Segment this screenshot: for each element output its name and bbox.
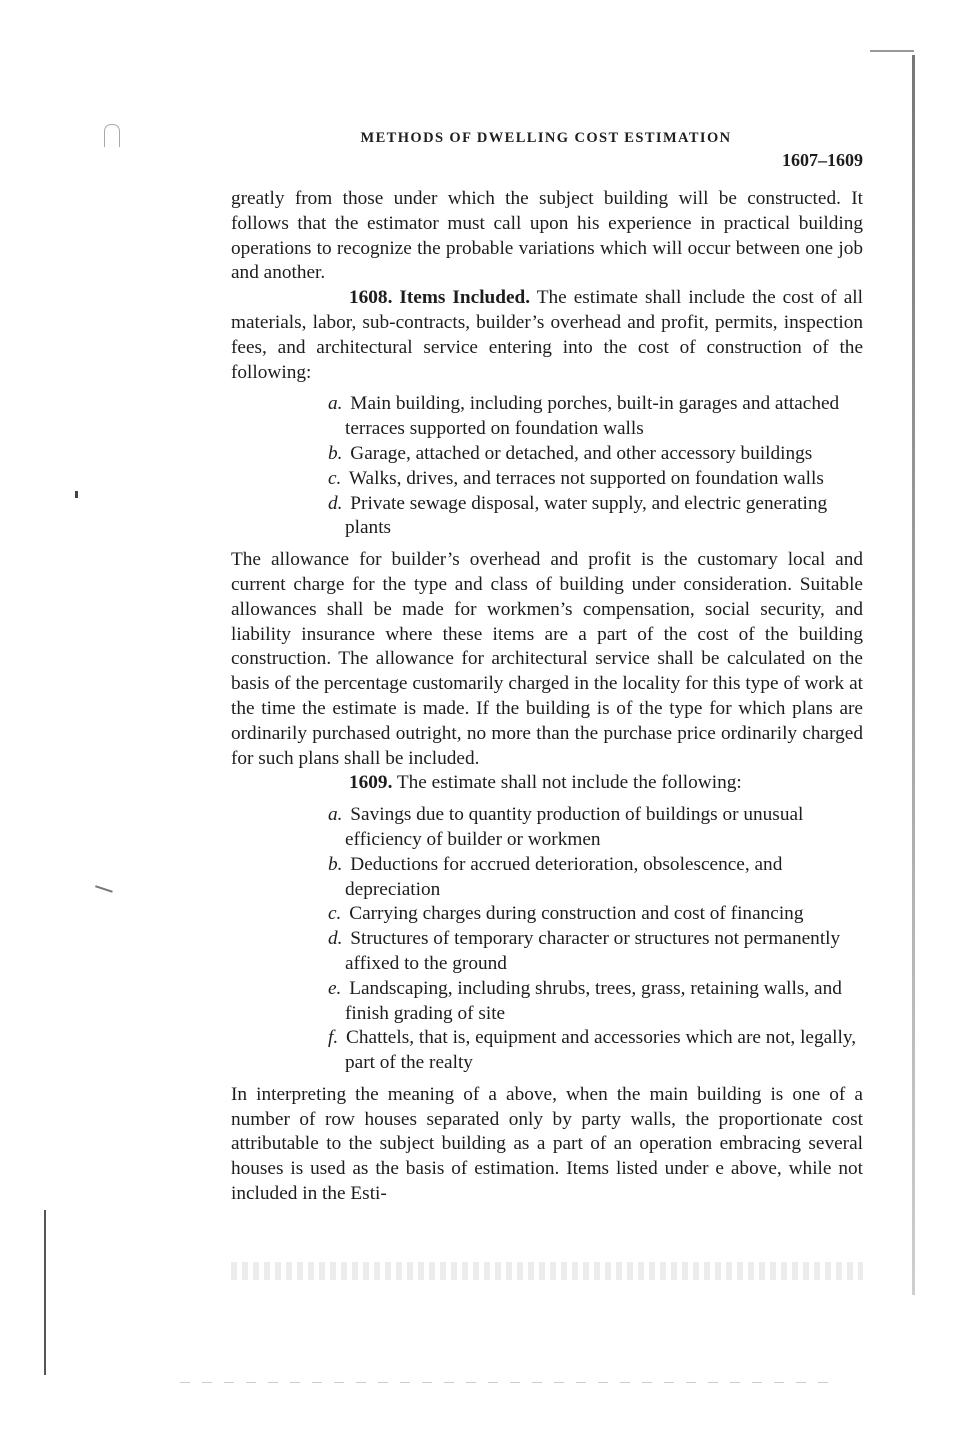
list-item — [328, 1026, 863, 1076]
page-edge-right — [912, 55, 915, 1295]
item-letter: f. — [328, 1027, 339, 1049]
excluded-items-list — [231, 803, 863, 1076]
section-1608-title: Items Included. — [399, 287, 531, 309]
list-item — [328, 442, 863, 467]
section-range: 1607–1609 — [782, 150, 863, 170]
list-item — [328, 492, 863, 542]
section-1608-closing: The allowance for builder’s overhead and profit is the customary local and current charge for the type and class of building under consideration. Suitable allowances shall be made for workmen’s compensation, social security, and liability insurance where these items are a part of the cost of the building construction. The allowance for architectural service shall be calculated on the basis of the percentage customarily charged in the locality for this type of work at the time the estimate is made. If the building is of the type for which plans are ordinarily purchased outright, no more than the purchase price ordinarily charged for such plans shall be included. — [231, 549, 863, 769]
body-text — [231, 187, 863, 1207]
section-1608-number: 1608. — [349, 287, 393, 309]
item-letter: b. — [328, 853, 343, 875]
item-letter: a. — [328, 393, 343, 415]
page-edge-bottom — [180, 1382, 840, 1383]
item-text: Private sewage disposal, water supply, and electric generating plants — [345, 492, 828, 539]
item-text: Walks, drives, and terraces not supported on foundation walls — [348, 467, 824, 489]
intro-paragraph: greatly from those under which the subject building will be constructed. It follows that the estimator must call upon his experience in practical building operations to recognize the probable variations which will occur between one job and another. — [231, 188, 863, 284]
item-letter: b. — [328, 442, 343, 464]
item-letter: e. — [328, 977, 342, 999]
corner-scan-mark — [104, 124, 120, 147]
item-text: Chattels, that is, equipment and accessories which are not, legally, part of the realty — [345, 1027, 857, 1074]
section-1609-text: The estimate shall not include the following: — [396, 772, 742, 794]
section-1609-paragraph — [231, 771, 863, 796]
page-edge-left — [44, 1210, 46, 1375]
page-edge-top — [870, 50, 914, 52]
item-letter: d. — [328, 492, 343, 514]
item-text: Landscaping, including shrubs, trees, grass, retaining walls, and finish grading of site — [345, 977, 842, 1024]
item-letter: d. — [328, 928, 343, 950]
list-item — [328, 803, 863, 853]
list-item — [328, 392, 863, 442]
list-item — [328, 467, 863, 492]
section-1609-number: 1609. — [349, 772, 393, 794]
list-item — [328, 853, 863, 903]
list-item — [328, 977, 863, 1027]
list-item — [328, 902, 863, 927]
item-letter: c. — [328, 467, 342, 489]
section-1609-closing: In interpreting the meaning of a above, when the main building is one of a number of row houses separated only by party walls, the proportionate cost attributable to the subject building as a part of an operation embracing several houses is used as the basis of estimation. Items listed under e above, while not included in the Esti- — [231, 1083, 863, 1205]
item-letter: c. — [328, 903, 342, 925]
scan-speck — [75, 491, 78, 498]
item-text: Garage, attached or detached, and other accessory buildings — [350, 442, 813, 464]
item-text: Main building, including porches, built-in garages and attached terraces supported on foundation walls — [345, 393, 840, 440]
section-1608-paragraph — [231, 286, 863, 385]
bleed-through-text — [231, 1262, 863, 1280]
item-letter: a. — [328, 804, 343, 826]
list-item — [328, 927, 863, 977]
item-text: Carrying charges during construction and cost of financing — [349, 903, 804, 925]
section-1608-text: The estimate shall include the cost of all materials, labor, sub-contracts, builder’s overhead and profit, permits, inspection fees, and architectural service entering into the cost of construction of the following: — [231, 287, 863, 383]
item-text: Deductions for accrued deterioration, obsolescence, and depreciation — [345, 853, 783, 900]
item-text: Savings due to quantity production of buildings or unusual efficiency of builder or workmen — [345, 804, 804, 850]
running-header-title: METHODS OF DWELLING COST ESTIMATION — [360, 130, 732, 146]
item-text: Structures of temporary character or structures not permanently affixed to the ground — [345, 928, 841, 974]
included-items-list — [231, 392, 863, 541]
scan-stroke — [95, 885, 113, 892]
